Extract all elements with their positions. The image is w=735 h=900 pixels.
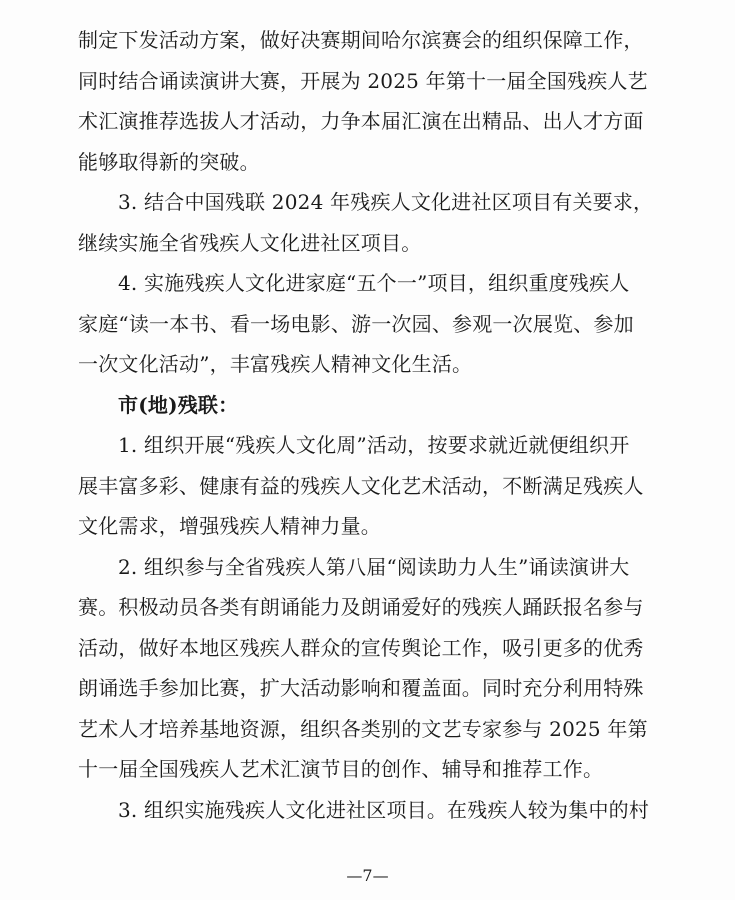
text-line: 活动，做好本地区残疾人群众的宣传舆论工作，吸引更多的优秀: [78, 635, 644, 660]
document-body: [78, 20, 678, 830]
text-line: 一次文化活动”，丰富残疾人精神文化生活。: [78, 352, 473, 376]
text-line: 同时结合诵读演讲大赛，开展为 2025 年第十一届全国残疾人艺: [78, 68, 648, 93]
paragraph: [78, 790, 678, 831]
paragraph: [78, 20, 678, 182]
text-line: 能够取得新的突破。: [78, 149, 260, 174]
text-line: 文化需求，增强残疾人精神力量。: [78, 514, 381, 538]
text-line: 2. 组织参与全省残疾人第八届“阅读助力人生”诵读演讲大: [118, 554, 630, 579]
heading-text: 市(地)残联：: [118, 392, 239, 417]
text-line: 制定下发活动方案，做好决赛期间哈尔滨赛会的组织保障工作，: [78, 28, 644, 52]
text-line: 继续实施全省残疾人文化进社区项目。: [78, 230, 422, 255]
paragraph: [78, 182, 678, 263]
page-number: —7—: [346, 866, 389, 885]
text-line: 艺术人才培养基地资源，组织各类别的文艺专家参与 2025 年第: [78, 716, 648, 741]
section-heading: [78, 385, 678, 426]
text-line: 3. 结合中国残联 2024 年残疾人文化进社区项目有关要求，: [118, 190, 654, 214]
text-line: 4. 实施残疾人文化进家庭“五个一”项目，组织重度残疾人: [118, 271, 630, 295]
paragraph: [78, 263, 678, 385]
text-line: 朗诵选手参加比赛，扩大活动影响和覆盖面。同时充分利用特殊: [78, 676, 644, 700]
text-line: 家庭“读一本书、看一场电影、游一次园、参观一次展览、参加: [78, 311, 634, 336]
paragraph: [78, 547, 678, 790]
text-line: 3. 组织实施残疾人文化进社区项目。在残疾人较为集中的村: [118, 797, 650, 822]
text-line: 赛。积极动员各类有朗诵能力及朗诵爱好的残疾人踊跃报名参与: [78, 595, 644, 619]
text-line: 1. 组织开展“残疾人文化周”活动，按要求就近就便组织开: [118, 433, 630, 457]
paragraph: [78, 425, 678, 547]
text-line: 展丰富多彩、健康有益的残疾人文化艺术活动，不断满足残疾人: [78, 473, 644, 498]
text-line: 十一届全国残疾人艺术汇演节目的创作、辅导和推荐工作。: [78, 757, 604, 781]
text-line: 术汇演推荐选拔人才活动，力争本届汇演在出精品、出人才方面: [78, 109, 644, 133]
